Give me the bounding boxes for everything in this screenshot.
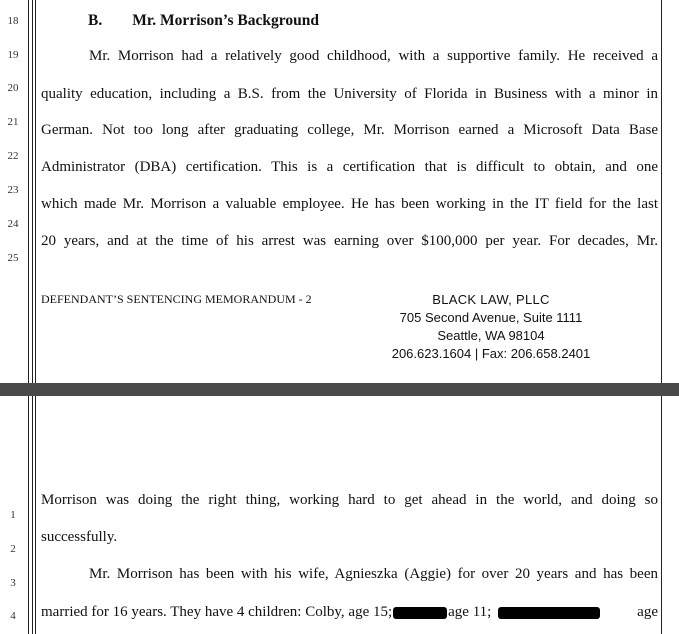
body-line: successfully. (41, 529, 118, 545)
margin-rule (28, 0, 29, 383)
right-margin-rule (661, 396, 662, 634)
line-number: 22 (7, 150, 19, 162)
line-number: 20 (7, 82, 19, 94)
text-segment: married for 16 years. They have 4 children: Colby, age 15; (41, 604, 393, 620)
redaction-bar (498, 607, 600, 619)
section-letter: B. (88, 12, 103, 29)
body-line: quality education, including a B.S. from the University of Florida in Business with a minor in (41, 86, 658, 102)
line-number: 23 (7, 184, 19, 196)
text-segment: age (637, 604, 658, 620)
line-number: 2 (10, 543, 16, 555)
right-margin-rule (661, 0, 662, 383)
body-line: Morrison was doing the right thing, working hard to get ahead in the world, and doing so (41, 492, 658, 508)
text-segment: age 11; (448, 604, 492, 620)
margin-rule (35, 0, 36, 383)
page-separator (0, 383, 679, 396)
line-number: 19 (7, 49, 19, 61)
margin-rule (32, 396, 33, 634)
footer-document-title: DEFENDANT’S SENTENCING MEMORANDUM - 2 (41, 292, 312, 306)
line-number: 18 (7, 15, 19, 27)
body-line: 20 years, and at the time of his arrest was earning over $100,000 per year. For decades, Mr. (41, 233, 658, 249)
body-line: Administrator (DBA) certification. This is a certification that is difficult to obtain, and one (41, 159, 658, 175)
firm-address-line2: Seattle, WA 98104 (437, 328, 545, 343)
redaction-bar (393, 607, 447, 619)
line-number: 1 (10, 509, 16, 521)
firm-block (385, 291, 597, 363)
firm-name: BLACK LAW, PLLC (432, 292, 550, 307)
line-number: 24 (7, 218, 19, 230)
body-line-redacted (41, 604, 658, 621)
margin-rule (35, 396, 36, 634)
line-number: 3 (10, 577, 16, 589)
line-number: 4 (10, 610, 16, 622)
body-line: German. Not too long after graduating college, Mr. Morrison earned a Microsoft Data Base (41, 122, 658, 138)
margin-rule (28, 396, 29, 634)
section-heading (88, 12, 319, 30)
line-number: 25 (7, 252, 19, 264)
margin-rule (32, 0, 33, 383)
body-line: which made Mr. Morrison a valuable employee. He has been working in the IT field for the last (41, 196, 658, 212)
body-line: Mr. Morrison has been with his wife, Agnieszka (Aggie) for over 20 years and has been (89, 566, 658, 582)
document-page-bottom (0, 396, 679, 634)
section-title: Mr. Morrison’s Background (132, 12, 319, 29)
firm-phone-fax: 206.623.1604 | Fax: 206.658.2401 (391, 346, 591, 361)
line-number: 21 (7, 116, 19, 128)
body-line: Mr. Morrison had a relatively good childhood, with a supportive family. He received a (89, 48, 658, 64)
firm-address-line1: 705 Second Avenue, Suite 1111 (399, 310, 583, 325)
